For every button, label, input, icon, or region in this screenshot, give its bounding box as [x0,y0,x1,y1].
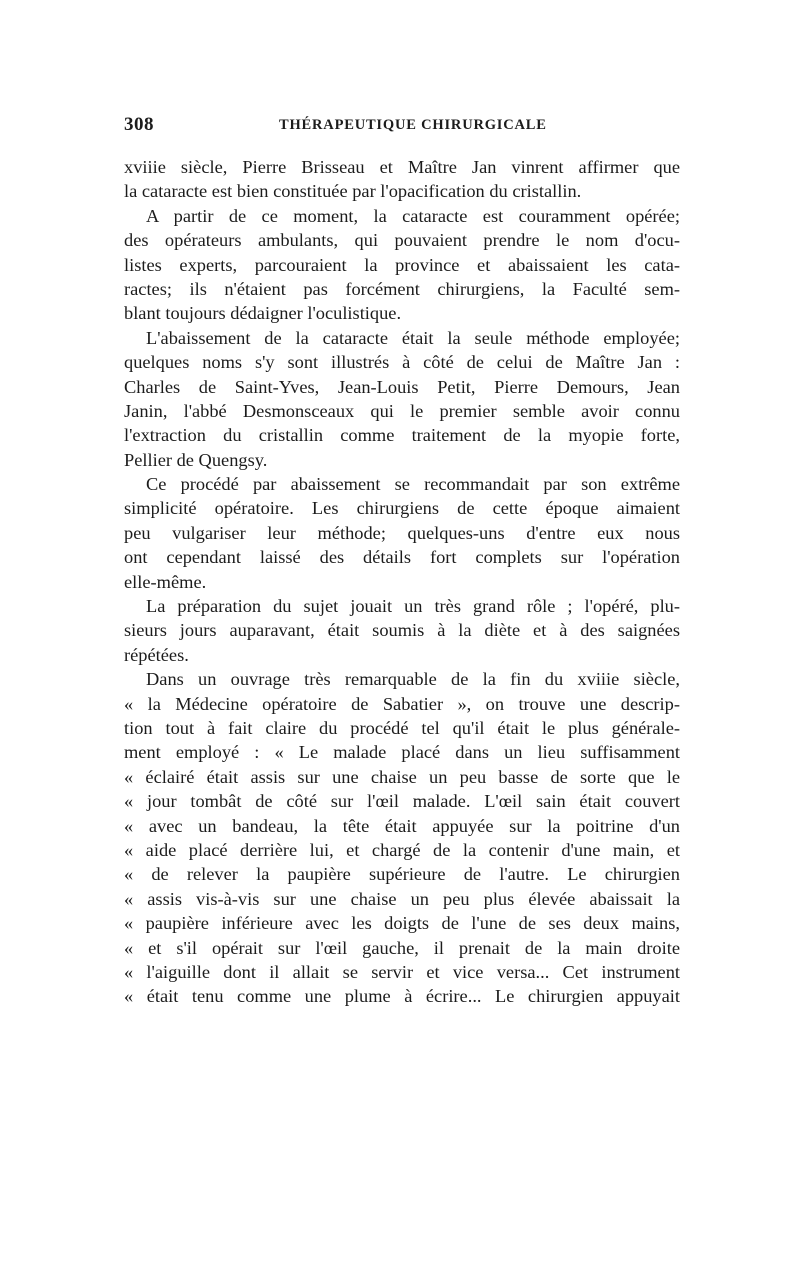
text-line: l'extraction du cristallin comme traitement de la myopie forte, [124,425,680,446]
quote-line: « éclairé était assis sur une chaise un peu basse de sorte que le [124,766,680,787]
text-line: Charles de Saint-Yves, Jean-Louis Petit, Pierre Demours, Jean [124,376,680,397]
paragraph-first-line: Ce procédé par abaissement se recommandait par son extrême [146,474,680,495]
quote-line: « était tenu comme une plume à écrire... Le chirurgien appuyait [124,986,680,1007]
paragraph-first-line: A partir de ce moment, la cataracte est couramment opérée; [146,205,680,226]
text-line: xviiie siècle, Pierre Brisseau et Maître Jan vinrent affirmer que [124,157,680,177]
quote-line: « de relever la paupière supérieure de l'autre. Le chirurgien [124,864,680,885]
quote-line: « assis vis-à-vis sur une chaise un peu plus élevée abaissait la [124,888,680,909]
text-line: répétées. [124,644,189,665]
text-line: ment employé : « Le malade placé dans un lieu suffisamment [124,742,680,763]
text-line: simplicité opératoire. Les chirurgiens de cette époque aimaient [124,498,680,519]
page-number: 308 [124,114,154,135]
text-line: Janin, l'abbé Desmonsceaux qui le premier semble avoir connu [124,400,680,421]
running-title: THÉRAPEUTIQUE CHIRURGICALE [279,117,547,133]
page-header [124,114,684,142]
quote-line: « l'aiguille dont il allait se servir et vice versa... Cet instrument [124,961,680,982]
text-line: ont cependant laissé des détails fort complets sur l'opération [124,547,680,568]
text-line: elle-même. [124,571,207,592]
quote-line: « jour tombât de côté sur l'œil malade. L'œil sain était couvert [124,791,680,812]
text-line: tion tout à fait claire du procédé tel qu'il était le plus générale- [124,717,680,738]
quote-line: « aide placé derrière lui, et chargé de la contenir d'une main, et [124,839,680,860]
text-line: la cataracte est bien constituée par l'opacification du cristallin. [124,181,582,202]
quote-line: « avec un bandeau, la tête était appuyée sur la poitrine d'un [124,815,680,836]
text-line: des opérateurs ambulants, qui pouvaient prendre le nom d'ocu- [124,230,680,251]
paragraph-first-line: L'abaissement de la cataracte était la seule méthode employée; [146,327,680,348]
body-text [124,155,680,1009]
text-line-with-title [124,692,680,716]
paragraph-first-line: La préparation du sujet jouait un très grand rôle ; l'opéré, plu- [146,596,680,617]
text-line: Dans un ouvrage très remarquable de la fin du xviiie siècle, [146,669,680,690]
text-line: blant toujours dédaigner l'oculistique. [124,303,402,324]
paragraph-first-line [124,667,680,691]
quote-line: « et s'il opérait sur l'œil gauche, il prenait de la main droite [124,937,680,958]
text-line: listes experts, parcouraient la province et abaissaient les cata- [124,254,680,275]
text-line: quelques noms s'y sont illustrés à côté de celui de Maître Jan : [124,352,680,373]
text-line: sieurs jours auparavant, était soumis à la diète et à des saignées [124,620,680,641]
text-line: « la Médecine opératoire de Sabatier », on trouve une descrip- [124,693,680,714]
text-line: peu vulgariser leur méthode; quelques-uns d'entre eux nous [124,522,680,543]
text-line: ractes; ils n'étaient pas forcément chirurgiens, la Faculté sem- [124,278,680,299]
quote-line: « paupière inférieure avec les doigts de l'une de ses deux mains, [124,913,680,934]
text-line: Pellier de Quengsy. [124,449,268,470]
